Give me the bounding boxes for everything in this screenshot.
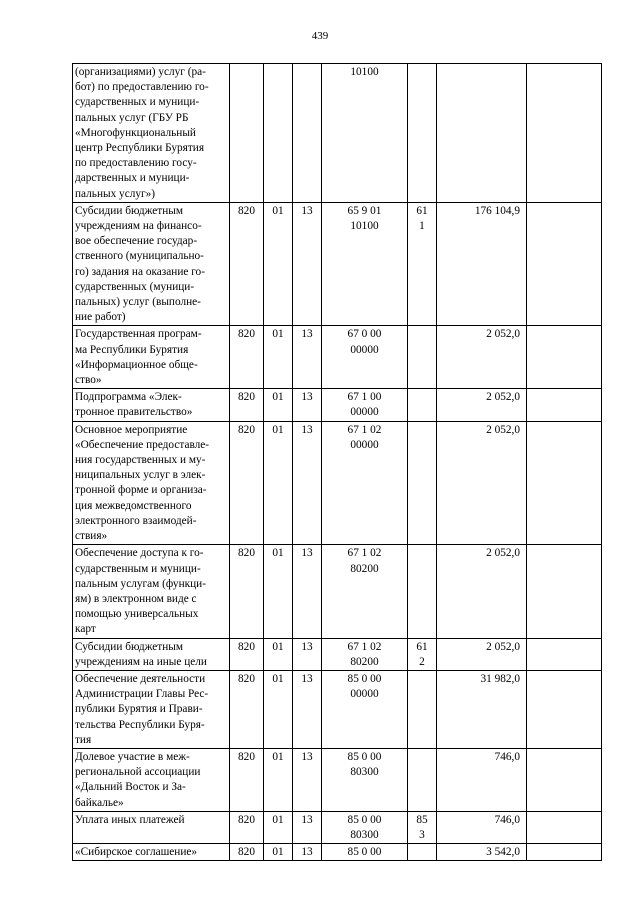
table-row [73, 64, 602, 203]
cell-empty [527, 326, 602, 389]
cell-grbs [230, 64, 264, 203]
cell-name: Субсидии бюджетным учреждениям на финансо- вое обеспечение государ- ственного (муниципально- го) задания на оказание го- сударственных (муници- пальных) услуг (выполне- ние работ) [73, 202, 230, 326]
cell-empty [527, 811, 602, 843]
cell-name: (организациями) услуг (ра- бот) по предоставлению го- сударственных и муници- пальных услуг (ГБУ РБ «Многофункциональный центр Республики Бурятия по предоставлению госу- дарственных и муници- пальных услуг») [73, 64, 230, 203]
cell-empty [527, 670, 602, 748]
table-row [73, 545, 602, 638]
cell-name: Обеспечение деятельности Администрации Главы Рес- публики Бурятия и Прави- тельства Республики Буря- тия [73, 670, 230, 748]
cell-rz: 01 [264, 545, 293, 638]
cell-sum: 2 052,0 [437, 545, 527, 638]
cell-vr [408, 748, 437, 811]
cell-name: «Сибирское соглашение» [73, 844, 230, 861]
cell-empty [527, 748, 602, 811]
cell-pr [293, 64, 322, 203]
cell-csr: 67 1 02 80200 [322, 638, 408, 670]
cell-vr: 85 3 [408, 811, 437, 843]
cell-vr [408, 670, 437, 748]
cell-rz [264, 64, 293, 203]
cell-sum: 2 052,0 [437, 326, 527, 389]
cell-name: Основное мероприятие «Обеспечение предоставле- ния государственных и му- ниципальных услуг в элек- тронной форме и организа- ция межведомственного электронного взаимодей- ствия» [73, 421, 230, 545]
table-row [73, 670, 602, 748]
table-row [73, 421, 602, 545]
cell-grbs: 820 [230, 670, 264, 748]
table-row [73, 389, 602, 421]
cell-sum [437, 64, 527, 203]
cell-vr [408, 421, 437, 545]
cell-vr [408, 389, 437, 421]
cell-csr: 85 0 00 80300 [322, 811, 408, 843]
cell-vr [408, 844, 437, 861]
cell-grbs: 820 [230, 811, 264, 843]
cell-pr: 13 [293, 545, 322, 638]
cell-csr: 65 9 01 10100 [322, 202, 408, 326]
cell-pr: 13 [293, 748, 322, 811]
table-row [73, 811, 602, 843]
cell-grbs: 820 [230, 326, 264, 389]
cell-pr: 13 [293, 421, 322, 545]
cell-empty [527, 844, 602, 861]
cell-vr [408, 64, 437, 203]
cell-csr: 85 0 00 00000 [322, 670, 408, 748]
cell-rz: 01 [264, 202, 293, 326]
cell-sum: 746,0 [437, 811, 527, 843]
cell-rz: 01 [264, 326, 293, 389]
cell-empty [527, 421, 602, 545]
table-row [73, 844, 602, 861]
cell-name: Субсидии бюджетным учреждениям на иные цели [73, 638, 230, 670]
cell-pr: 13 [293, 202, 322, 326]
table-row [73, 326, 602, 389]
cell-grbs: 820 [230, 844, 264, 861]
cell-csr: 67 0 00 00000 [322, 326, 408, 389]
cell-rz: 01 [264, 811, 293, 843]
cell-csr: 67 1 02 80200 [322, 545, 408, 638]
cell-name: Обеспечение доступа к го- сударственным и муници- пальным услугам (функци- ям) в электронном виде с помощью универсальных карт [73, 545, 230, 638]
page-number: 439 [311, 30, 329, 42]
cell-sum: 746,0 [437, 748, 527, 811]
cell-rz: 01 [264, 638, 293, 670]
cell-empty [527, 64, 602, 203]
cell-name: Государственная програм- ма Республики Бурятия «Информационное обще- ство» [73, 326, 230, 389]
cell-name: Уплата иных платежей [73, 811, 230, 843]
table-row [73, 202, 602, 326]
cell-pr: 13 [293, 389, 322, 421]
cell-csr: 67 1 02 00000 [322, 421, 408, 545]
table-row [73, 638, 602, 670]
cell-pr: 13 [293, 670, 322, 748]
cell-grbs: 820 [230, 202, 264, 326]
cell-rz: 01 [264, 670, 293, 748]
cell-rz: 01 [264, 389, 293, 421]
cell-name: Подпрограмма «Элек- тронное правительство» [73, 389, 230, 421]
cell-name: Долевое участие в меж- региональной ассоциации «Дальний Восток и За- байкалье» [73, 748, 230, 811]
cell-vr: 61 2 [408, 638, 437, 670]
cell-empty [527, 389, 602, 421]
cell-empty [527, 638, 602, 670]
cell-rz: 01 [264, 748, 293, 811]
cell-grbs: 820 [230, 748, 264, 811]
cell-vr [408, 326, 437, 389]
cell-sum: 176 104,9 [437, 202, 527, 326]
cell-grbs: 820 [230, 421, 264, 545]
cell-sum: 2 052,0 [437, 389, 527, 421]
cell-pr: 13 [293, 326, 322, 389]
cell-vr [408, 545, 437, 638]
cell-grbs: 820 [230, 638, 264, 670]
cell-rz: 01 [264, 844, 293, 861]
cell-empty [527, 202, 602, 326]
cell-csr: 85 0 00 [322, 844, 408, 861]
cell-grbs: 820 [230, 389, 264, 421]
cell-csr: 67 1 00 00000 [322, 389, 408, 421]
cell-pr: 13 [293, 811, 322, 843]
table-row [73, 748, 602, 811]
cell-pr: 13 [293, 844, 322, 861]
cell-sum: 31 982,0 [437, 670, 527, 748]
budget-table [72, 63, 602, 861]
cell-pr: 13 [293, 638, 322, 670]
cell-vr: 61 1 [408, 202, 437, 326]
cell-csr: 10100 [322, 64, 408, 203]
cell-rz: 01 [264, 421, 293, 545]
cell-grbs: 820 [230, 545, 264, 638]
cell-empty [527, 545, 602, 638]
cell-sum: 2 052,0 [437, 638, 527, 670]
cell-csr: 85 0 00 80300 [322, 748, 408, 811]
cell-sum: 3 542,0 [437, 844, 527, 861]
cell-sum: 2 052,0 [437, 421, 527, 545]
